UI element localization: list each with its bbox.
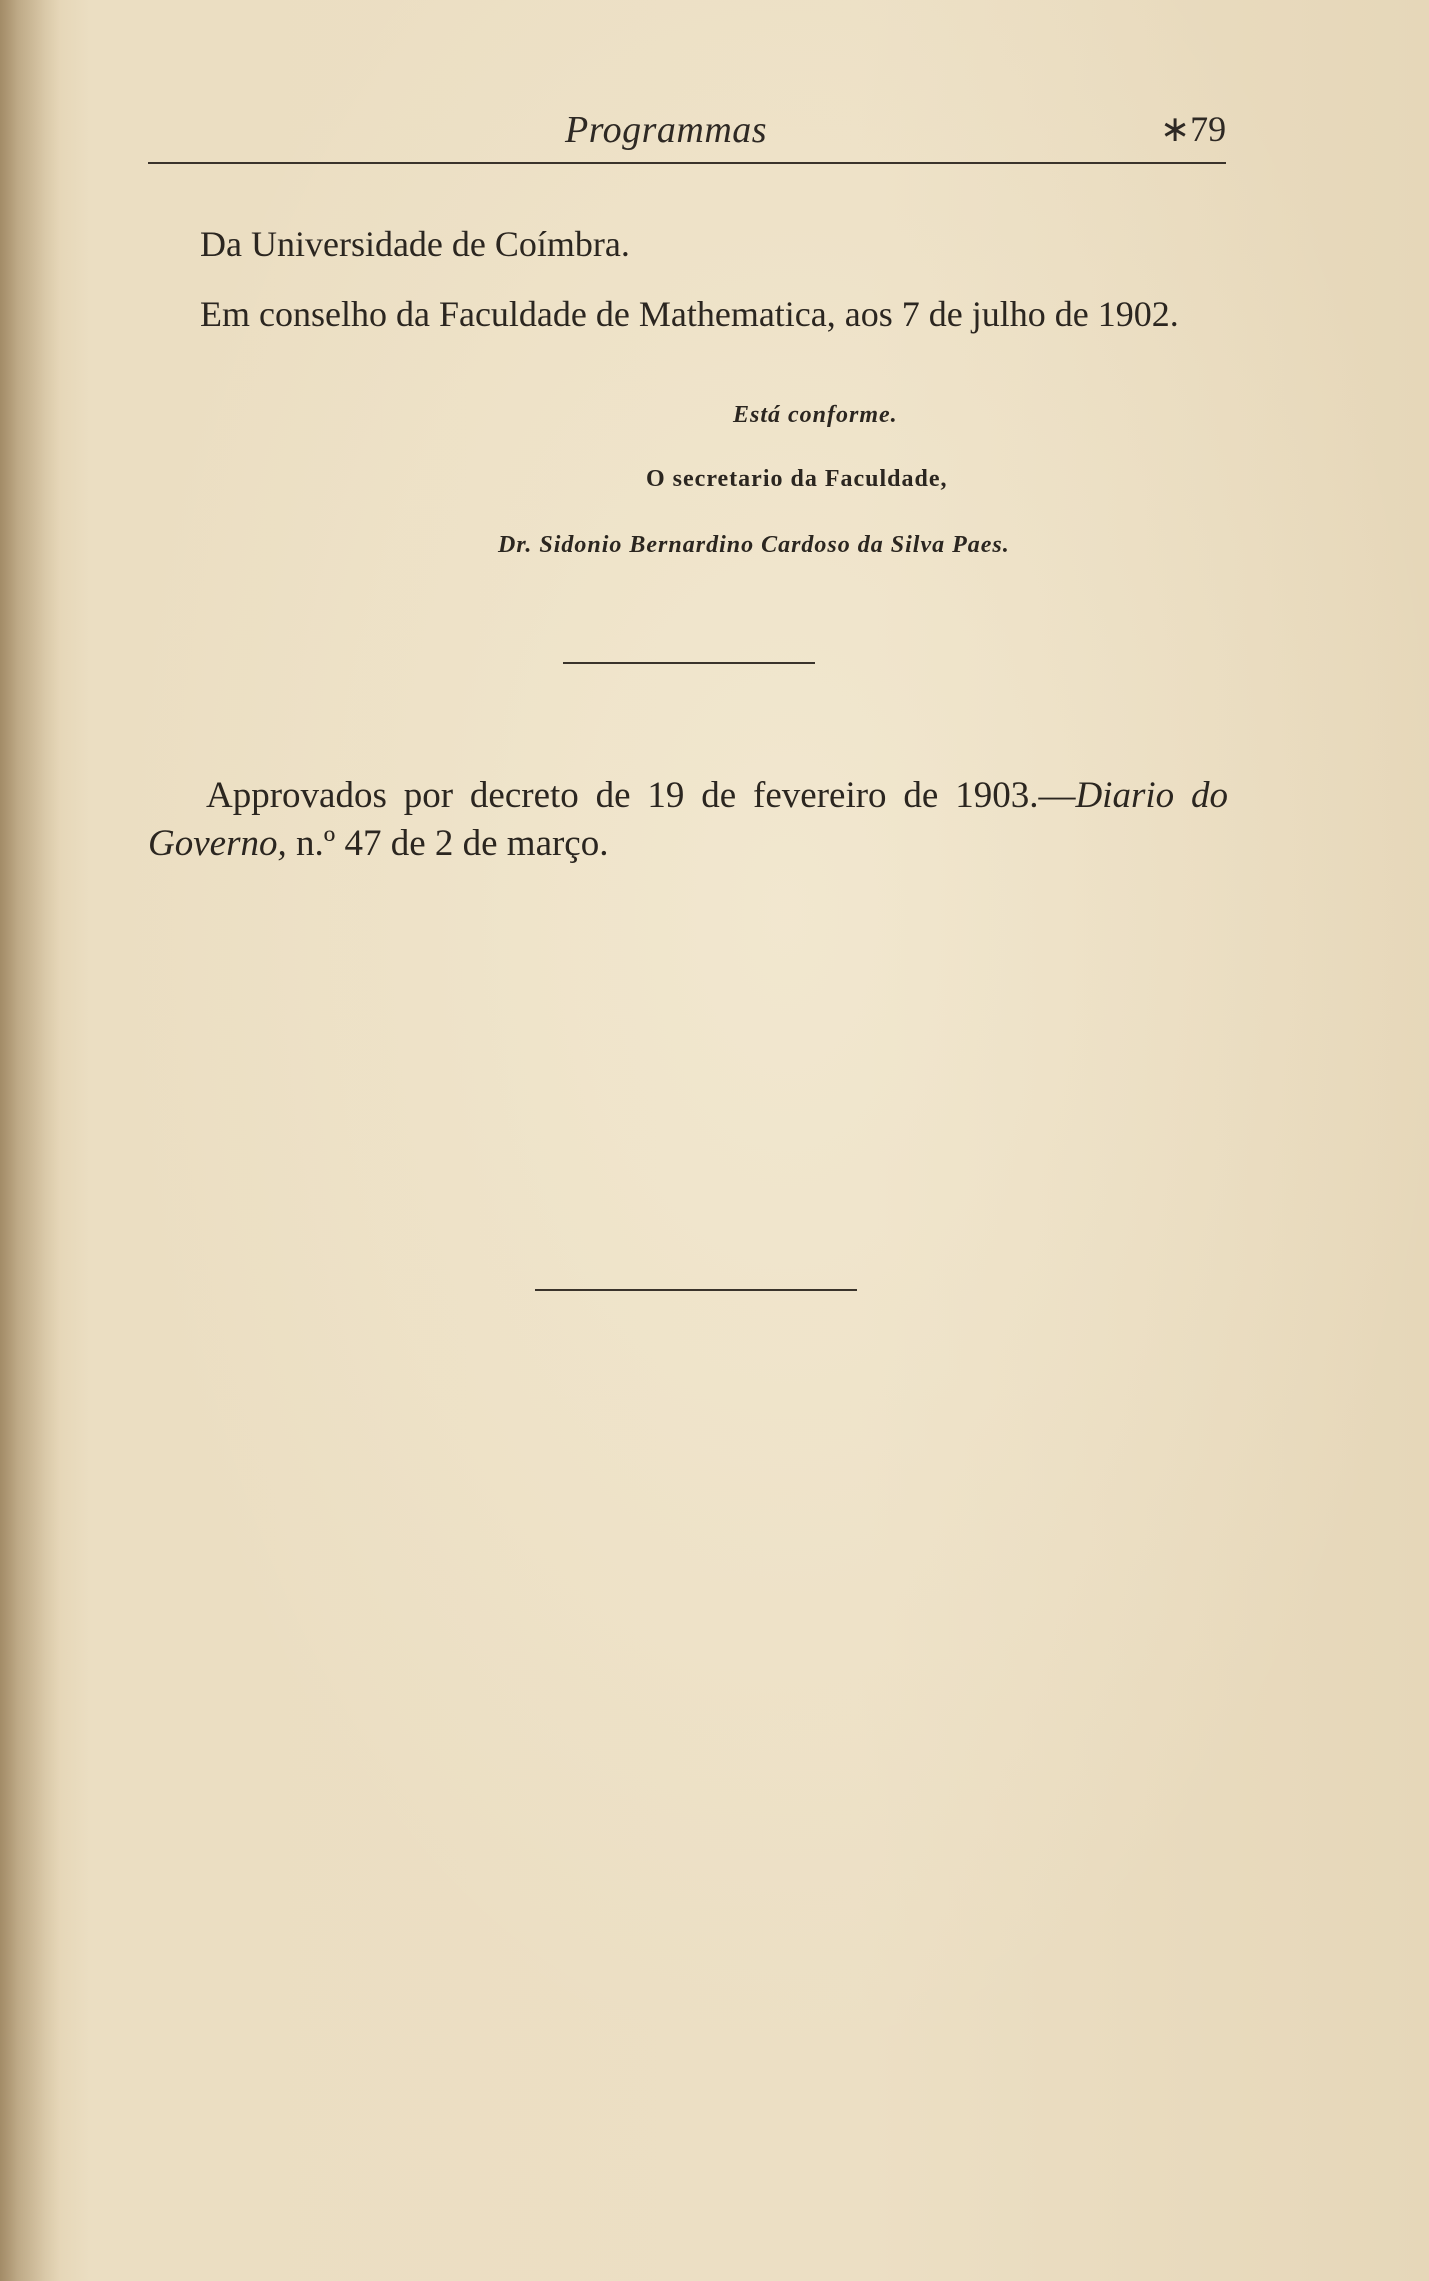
page-number: ∗79 — [1160, 109, 1227, 149]
approval-rest: n.º 47 de 2 de março. — [286, 823, 609, 864]
header-rule — [148, 162, 1226, 164]
approval-source: Diario do Governo, — [148, 775, 1228, 864]
running-head-title: Programmas — [565, 109, 768, 151]
council-paragraph: Em conselho da Faculdade de Mathematica, aos 7 de julho de 1902. — [200, 294, 1179, 334]
secretary-line: O secretario da Faculdade, — [646, 466, 948, 492]
esta-conforme-line: Está conforme. — [733, 402, 898, 428]
signatory-name: Dr. Sidonio Bernardino Cardoso da Silva Paes. — [498, 532, 1010, 558]
approval-paragraph — [148, 772, 1228, 868]
university-line: Da Universidade de Coímbra. — [200, 224, 630, 264]
approval-text: Approvados por decreto de 19 de fevereiro de 1903.— — [206, 775, 1076, 816]
running-head — [0, 108, 1429, 158]
section-divider — [563, 662, 815, 664]
closing-divider — [535, 1289, 857, 1291]
spine-shadow — [0, 0, 60, 2281]
